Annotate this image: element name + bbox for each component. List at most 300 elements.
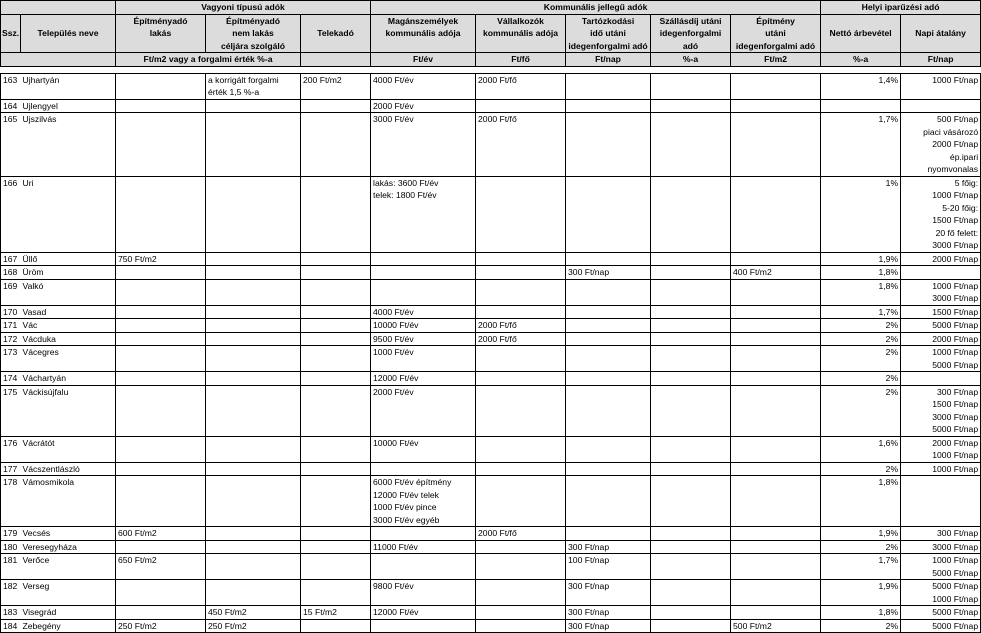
row-telekado: 200 Ft/m2: [301, 73, 371, 99]
row-netto: 1,9%: [821, 527, 901, 541]
row-napi: [901, 527, 981, 541]
row-netto: 1,6%: [821, 436, 901, 462]
row-telepules: Veresegyháza: [21, 540, 116, 554]
row-ssz: 167: [1, 252, 21, 266]
row-napi-line: 20 fő felett:: [935, 227, 979, 238]
col-epitmenyado-nemlakas: Építményadó nem lakás céljára szolgáló: [206, 14, 301, 53]
row-epitmeny: [731, 252, 821, 266]
row-napi-line: piaci vásározó: [923, 126, 979, 137]
row-szallasdij: [651, 606, 731, 620]
row-ssz: 170: [1, 305, 21, 319]
table-row: [1, 372, 981, 386]
table-row: [1, 462, 981, 476]
row-maganszemelyek: [371, 462, 476, 476]
row-telekado: [301, 279, 371, 305]
row-vallalkozok: [476, 266, 566, 280]
row-szallasdij: [651, 319, 731, 333]
row-epit-lakas: [116, 176, 206, 252]
table-row: [1, 476, 981, 527]
row-napi-line: 5000 Ft/nap: [932, 424, 979, 434]
row-telekado: [301, 554, 371, 580]
row-tartozkodasi: [566, 346, 651, 372]
row-telepules: Vácrátót: [21, 436, 116, 462]
row-vallalkozok: [476, 385, 566, 436]
row-epitmeny: [731, 73, 821, 99]
row-ssz: 180: [1, 540, 21, 554]
row-netto: 1,8%: [821, 606, 901, 620]
row-napi-line: 1000 Ft/nap: [932, 463, 979, 474]
row-napi-line: 3000 Ft/nap: [932, 541, 979, 552]
row-szallasdij: [651, 266, 731, 280]
row-napi: [901, 462, 981, 476]
unit-ft-nap-atalany: Ft/nap: [901, 53, 981, 67]
row-maganszemelyek: 4000 Ft/év: [371, 305, 476, 319]
table-row: [1, 619, 981, 633]
row-tartozkodasi: [566, 99, 651, 113]
row-szallasdij: [651, 385, 731, 436]
row-napi-line: nyomvonalas: [927, 164, 979, 174]
row-epit-lakas: [116, 372, 206, 386]
col-epitmeny: Építmény utáni idegenforgalmi adó: [731, 14, 821, 53]
row-epit-nemlakas: [206, 266, 301, 280]
row-tartozkodasi: [566, 372, 651, 386]
row-epit-lakas: [116, 73, 206, 99]
row-napi: [901, 332, 981, 346]
row-ssz: 183: [1, 606, 21, 620]
row-epit-lakas: [116, 476, 206, 527]
row-napi-line: 5000 Ft/nap: [932, 620, 979, 631]
row-napi-line: 2000 Ft/nap: [932, 437, 979, 448]
row-maganszemelyek: [371, 619, 476, 633]
row-epitmeny: [731, 462, 821, 476]
row-netto: 2%: [821, 372, 901, 386]
unit-ft-nap: Ft/nap: [566, 53, 651, 67]
row-napi-line: 5000 Ft/nap: [932, 359, 979, 370]
row-epit-lakas: 600 Ft/m2: [116, 527, 206, 541]
row-tartozkodasi: [566, 176, 651, 252]
row-telepules: Vác: [21, 319, 116, 333]
row-szallasdij: [651, 332, 731, 346]
row-ssz: 171: [1, 319, 21, 333]
row-netto: [821, 99, 901, 113]
row-netto: 2%: [821, 332, 901, 346]
row-napi-line: 1000 Ft/nap: [932, 280, 979, 291]
row-napi-line: 300 Ft/nap: [937, 386, 979, 397]
row-ssz: 169: [1, 279, 21, 305]
row-vallalkozok: [476, 176, 566, 252]
row-napi-line: 5000 Ft/nap: [932, 581, 979, 591]
row-netto: 1,8%: [821, 476, 901, 527]
row-napi: [901, 176, 981, 252]
row-epit-lakas: 250 Ft/m2: [116, 619, 206, 633]
row-epit-nemlakas: [206, 580, 301, 606]
table-row: [1, 527, 981, 541]
table-row: [1, 580, 981, 606]
row-epitmeny: [731, 606, 821, 620]
row-napi: [901, 580, 981, 606]
row-telekado: [301, 476, 371, 527]
row-epit-lakas: [116, 99, 206, 113]
row-telepules: Ujszilvás: [21, 113, 116, 177]
row-telekado: [301, 372, 371, 386]
row-napi-line: 1000 Ft/nap: [932, 74, 979, 85]
col-szallasdij: Szállásdíj utáni idegenforgalmi adó: [651, 14, 731, 53]
header-column-row: [1, 14, 981, 53]
row-epit-nemlakas: [206, 606, 301, 620]
unit-ft-m2-ertek: Ft/m2 vagy a forgalmi érték %-a: [116, 53, 301, 67]
row-telekado: [301, 540, 371, 554]
row-epitmeny: 500 Ft/m2: [731, 619, 821, 633]
row-napi-line: 5000 Ft/nap: [932, 320, 979, 330]
row-telekado: [301, 319, 371, 333]
row-maganszemelyek: [371, 554, 476, 580]
group-iparuzesi: Helyi iparűzési adó: [821, 1, 981, 15]
row-epit-lakas: [116, 606, 206, 620]
row-maganszemelyek: 3000 Ft/év: [371, 113, 476, 177]
row-maganszemelyek: [371, 476, 476, 527]
row-maganszemelyek: 12000 Ft/év: [371, 372, 476, 386]
row-epitmeny: [731, 346, 821, 372]
table-row: [1, 436, 981, 462]
unit-ft-fo: Ft/fő: [476, 53, 566, 67]
col-telekado: Telekadó: [301, 14, 371, 53]
row-maganszemelyek: [371, 252, 476, 266]
row-telekado: [301, 462, 371, 476]
row-vallalkozok: [476, 540, 566, 554]
row-epitmeny: [731, 527, 821, 541]
row-netto: 1,8%: [821, 266, 901, 280]
table-row: [1, 540, 981, 554]
row-telepules: Vácegres: [21, 346, 116, 372]
row-maganszemelyek: 12000 Ft/év: [371, 606, 476, 620]
row-epit-nemlakas: [206, 619, 301, 633]
row-szallasdij: [651, 99, 731, 113]
row-epit-nemlakas: [206, 176, 301, 252]
table-row: [1, 319, 981, 333]
row-epit-nemlakas: [206, 113, 301, 177]
row-szallasdij: [651, 527, 731, 541]
row-napi: [901, 73, 981, 99]
row-telepules: Üröm: [21, 266, 116, 280]
row-napi: [901, 619, 981, 633]
row-maganszemelyek: [371, 176, 476, 252]
row-tartozkodasi: 300 Ft/nap: [566, 540, 651, 554]
row-szallasdij: [651, 113, 731, 177]
row-napi-line: 500 Ft/nap: [937, 114, 979, 124]
row-napi: [901, 305, 981, 319]
row-vallalkozok: [476, 346, 566, 372]
row-ssz: 164: [1, 99, 21, 113]
row-maganszemelyek: 1000 Ft/év: [371, 346, 476, 372]
row-maganszemelyek: 9500 Ft/év: [371, 332, 476, 346]
row-ssz: 177: [1, 462, 21, 476]
row-telepules: Ujlengyel: [21, 99, 116, 113]
row-napi-line: 3000 Ft/nap: [932, 411, 979, 422]
row-napi: [901, 385, 981, 436]
row-epit-lakas: 750 Ft/m2: [116, 252, 206, 266]
row-napi: [901, 266, 981, 280]
row-tartozkodasi: [566, 332, 651, 346]
row-epit-nemlakas: [206, 252, 301, 266]
row-ssz: 176: [1, 436, 21, 462]
row-epitmeny: [731, 305, 821, 319]
row-napi: [901, 540, 981, 554]
row-ssz: 178: [1, 476, 21, 527]
row-maganszemelyek: 4000 Ft/év: [371, 73, 476, 99]
row-ssz: 175: [1, 385, 21, 436]
col-vallalkozok: Vállalkozók kommunális adója: [476, 14, 566, 53]
row-vallalkozok: [476, 252, 566, 266]
row-epitmeny: [731, 580, 821, 606]
row-maganszemelyek: 10000 Ft/év: [371, 319, 476, 333]
row-epitmeny: [731, 554, 821, 580]
row-napi-line: 1000 Ft/nap: [932, 347, 979, 357]
row-szallasdij: [651, 462, 731, 476]
row-epit-lakas: [116, 305, 206, 319]
row-napi-line: 5 főig:: [954, 177, 979, 188]
row-szallasdij: [651, 372, 731, 386]
row-telepules: Váchartyán: [21, 372, 116, 386]
row-tartozkodasi: [566, 279, 651, 305]
row-telepules: Vámosmikola: [21, 476, 116, 527]
row-telekado: [301, 436, 371, 462]
row-tartozkodasi: 100 Ft/nap: [566, 554, 651, 580]
row-vallalkozok: 2000 Ft/fő: [476, 332, 566, 346]
row-epit-lakas: [116, 279, 206, 305]
row-telepules: Visegrád: [21, 606, 116, 620]
row-maganszemelyek: 2000 Ft/év: [371, 99, 476, 113]
row-epit-nemlakas: [206, 462, 301, 476]
row-telepules: Verseg: [21, 580, 116, 606]
row-epit-nemlakas-line: 250 Ft/m2: [208, 620, 247, 631]
unit-pct: %-a: [651, 53, 731, 67]
row-netto: 2%: [821, 319, 901, 333]
row-epitmeny: [731, 476, 821, 527]
row-tartozkodasi: [566, 113, 651, 177]
row-telepules: Váckisújfalu: [21, 385, 116, 436]
row-tartozkodasi: [566, 305, 651, 319]
row-netto: 1,4%: [821, 73, 901, 99]
row-netto: 2%: [821, 540, 901, 554]
row-napi-line: 3000 Ft/nap: [932, 240, 979, 250]
col-ssz: Ssz.: [1, 14, 21, 53]
row-napi-line: 1500 Ft/nap: [932, 399, 979, 409]
table-row: [1, 113, 981, 177]
row-netto: 1,7%: [821, 305, 901, 319]
row-vallalkozok: [476, 606, 566, 620]
row-telepules: Zebegény: [21, 619, 116, 633]
table-row: [1, 252, 981, 266]
row-vallalkozok: [476, 305, 566, 319]
row-ssz: 168: [1, 266, 21, 280]
row-netto: 2%: [821, 385, 901, 436]
row-telekado: [301, 252, 371, 266]
row-szallasdij: [651, 252, 731, 266]
row-epit-nemlakas: [206, 319, 301, 333]
row-telekado: [301, 266, 371, 280]
row-tartozkodasi: 300 Ft/nap: [566, 580, 651, 606]
row-epit-nemlakas-line: érték 1,5 %-a: [208, 87, 260, 97]
row-maganszemelyek-line: 12000 Ft/év telek: [373, 489, 439, 500]
row-ssz: 174: [1, 372, 21, 386]
row-vallalkozok: [476, 554, 566, 580]
row-szallasdij: [651, 476, 731, 527]
row-vallalkozok: [476, 436, 566, 462]
row-ssz: 182: [1, 580, 21, 606]
col-netto-arbevetel: Nettó árbevétel: [821, 14, 901, 53]
row-maganszemelyek: 10000 Ft/év: [371, 436, 476, 462]
row-vallalkozok: 2000 Ft/fő: [476, 113, 566, 177]
row-szallasdij: [651, 305, 731, 319]
row-telepules: Vácszentlászló: [21, 462, 116, 476]
row-epitmeny: [731, 319, 821, 333]
row-maganszemelyek-line: lakás: 3600 Ft/év: [373, 177, 439, 188]
table-row: [1, 606, 981, 620]
row-epitmeny: [731, 385, 821, 436]
row-epit-nemlakas: [206, 372, 301, 386]
row-epitmeny: [731, 372, 821, 386]
row-napi-line: 5-20 főig:: [942, 202, 979, 213]
row-ssz: 172: [1, 332, 21, 346]
row-epit-lakas: [116, 385, 206, 436]
row-maganszemelyek-line: telek: 1800 Ft/év: [373, 190, 437, 200]
row-netto: 2%: [821, 619, 901, 633]
row-tartozkodasi: 300 Ft/nap: [566, 606, 651, 620]
row-epit-nemlakas: [206, 279, 301, 305]
row-epit-nemlakas: [206, 346, 301, 372]
row-netto: 2%: [821, 462, 901, 476]
row-tartozkodasi: 300 Ft/nap: [566, 619, 651, 633]
row-telekado: [301, 99, 371, 113]
row-napi-line: 5000 Ft/nap: [932, 607, 979, 617]
row-tartozkodasi: [566, 462, 651, 476]
row-telekado: [301, 619, 371, 633]
row-szallasdij: [651, 73, 731, 99]
row-telekado: [301, 580, 371, 606]
row-netto: 1%: [821, 176, 901, 252]
row-telepules: Ujhartyán: [21, 73, 116, 99]
row-napi-line: 3000 Ft/nap: [932, 293, 979, 303]
row-ssz: 166: [1, 176, 21, 252]
row-netto: 1,9%: [821, 252, 901, 266]
row-epit-lakas: [116, 113, 206, 177]
table-row: [1, 73, 981, 99]
row-telepules: Üllő: [21, 252, 116, 266]
row-netto: 1,9%: [821, 580, 901, 606]
row-epit-lakas: [116, 580, 206, 606]
table-body: [1, 73, 981, 633]
row-epit-nemlakas: [206, 527, 301, 541]
row-telekado: [301, 305, 371, 319]
table-row: [1, 332, 981, 346]
row-vallalkozok: [476, 99, 566, 113]
row-telekado: [301, 385, 371, 436]
row-szallasdij: [651, 554, 731, 580]
row-maganszemelyek: [371, 527, 476, 541]
table-row: [1, 305, 981, 319]
row-napi: [901, 436, 981, 462]
row-vallalkozok: [476, 619, 566, 633]
col-epitmenyado-lakas: Építményadó lakás: [116, 14, 206, 53]
row-vallalkozok: 2000 Ft/fő: [476, 73, 566, 99]
row-maganszemelyek-line: 6000 Ft/év építmény: [373, 477, 452, 487]
row-epit-nemlakas: [206, 436, 301, 462]
row-netto: 1,8%: [821, 279, 901, 305]
row-napi: [901, 113, 981, 177]
table-row: [1, 279, 981, 305]
row-epit-lakas: [116, 540, 206, 554]
row-napi-line: ép.ipari: [949, 151, 979, 162]
row-maganszemelyek: [371, 279, 476, 305]
row-tartozkodasi: [566, 252, 651, 266]
row-tartozkodasi: [566, 73, 651, 99]
row-vallalkozok: [476, 279, 566, 305]
row-maganszemelyek: 9800 Ft/év: [371, 580, 476, 606]
row-ssz: 181: [1, 554, 21, 580]
row-epit-lakas: [116, 332, 206, 346]
row-tartozkodasi: 300 Ft/nap: [566, 266, 651, 280]
unit-ft-ev: Ft/év: [371, 53, 476, 67]
row-tartozkodasi: [566, 527, 651, 541]
row-ssz: 184: [1, 619, 21, 633]
row-vallalkozok: [476, 462, 566, 476]
row-epit-nemlakas-line: a korrigált forgalmi: [208, 74, 279, 85]
row-epit-lakas: 650 Ft/m2: [116, 554, 206, 580]
table-row: [1, 385, 981, 436]
row-epit-nemlakas-line: 450 Ft/m2: [208, 607, 247, 617]
row-epit-nemlakas: [206, 385, 301, 436]
row-ssz: 173: [1, 346, 21, 372]
row-napi-line: 5000 Ft/nap: [932, 567, 979, 578]
row-napi: [901, 606, 981, 620]
row-szallasdij: [651, 540, 731, 554]
row-vallalkozok: [476, 580, 566, 606]
table-row: [1, 554, 981, 580]
row-epitmeny: [731, 99, 821, 113]
row-epit-lakas: [116, 266, 206, 280]
row-napi: [901, 252, 981, 266]
row-epit-lakas: [116, 346, 206, 372]
row-napi: [901, 279, 981, 305]
row-vallalkozok: [476, 372, 566, 386]
row-napi-line: 1000 Ft/nap: [932, 593, 979, 604]
row-napi-line: 1500 Ft/nap: [932, 215, 979, 225]
row-ssz: 165: [1, 113, 21, 177]
row-epitmeny: [731, 113, 821, 177]
col-tartozkodasi: Tartózkodási idő utáni idegenforgalmi adó: [566, 14, 651, 53]
row-napi: [901, 319, 981, 333]
row-vallalkozok: 2000 Ft/fő: [476, 527, 566, 541]
row-epitmeny: [731, 436, 821, 462]
row-epitmeny: 400 Ft/m2: [731, 266, 821, 280]
row-telepules: Vecsés: [21, 527, 116, 541]
row-szallasdij: [651, 436, 731, 462]
row-tartozkodasi: [566, 476, 651, 527]
header-group-row: [1, 1, 981, 15]
row-vallalkozok: 2000 Ft/fő: [476, 319, 566, 333]
row-napi: [901, 346, 981, 372]
row-telepules: Vácduka: [21, 332, 116, 346]
table-row: [1, 176, 981, 252]
row-netto: 1,7%: [821, 113, 901, 177]
table-row: [1, 346, 981, 372]
row-maganszemelyek: 2000 Ft/év: [371, 385, 476, 436]
row-epit-nemlakas: [206, 99, 301, 113]
row-napi-line: 1000 Ft/nap: [932, 450, 979, 460]
header-gap-row: [1, 66, 981, 73]
row-napi-line: 1500 Ft/nap: [932, 306, 979, 317]
row-epitmeny: [731, 540, 821, 554]
